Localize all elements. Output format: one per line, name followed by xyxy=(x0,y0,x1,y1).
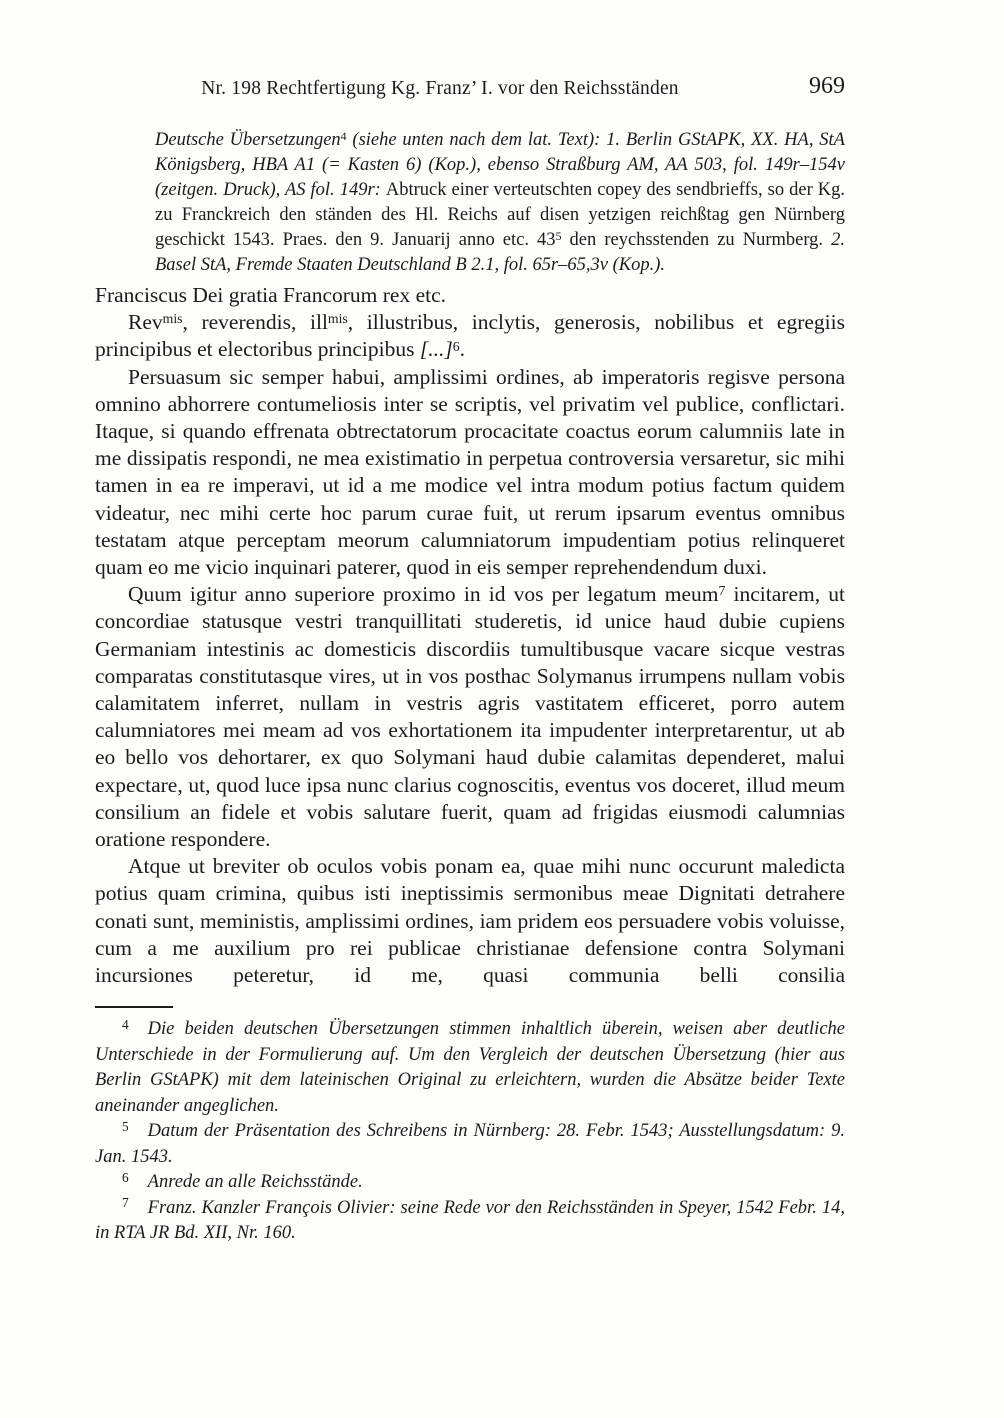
source-note xyxy=(155,128,845,278)
source-note-italic-run: (siehe unten nach dem lat. Text): 1. Berlin GStAPK, XX. HA, StA Königsberg, HBA A1 (= Kasten 6) (Kop.), ebenso Straßburg AM, AA 503, fol. 149r–154v (zeitgen. Druck), AS fol. 149r: xyxy=(155,130,845,200)
footnote-ref-7: 7 xyxy=(718,583,726,599)
footnote-4 xyxy=(95,1017,845,1119)
body-paragraph-1: Franciscus Dei gratia Francorum rex etc. xyxy=(95,283,447,307)
body-paragraph-4 xyxy=(95,581,845,853)
footnote-ref-5: 5 xyxy=(555,229,562,244)
editorial-ellipsis: [...] xyxy=(419,337,453,362)
footnote-7 xyxy=(95,1196,845,1247)
text-run: , illustribus, inclytis, generosis, nobilibus et egregiis principibus et electoribus principibus xyxy=(95,310,845,362)
superscript-mis: mis xyxy=(327,311,348,327)
page-number: 969 xyxy=(809,73,845,99)
text-run: . xyxy=(459,337,465,362)
text-run: Rev xyxy=(128,310,163,335)
running-head xyxy=(95,73,845,108)
body-paragraph-2 xyxy=(95,309,845,363)
footnote-5 xyxy=(95,1119,845,1170)
source-note-roman-run: Abtruck einer verteutschten copey des sendbrieffs, so der Kg. zu Franckreich den ständen des Hl. Reichs auf disen yetzigen reichßtag gen Nürnberg geschickt 1543. Praes. den 9. Januarij anno etc. 43 xyxy=(155,180,846,250)
footnote-number: 5 xyxy=(122,1118,129,1134)
footnote-ref-4: 4 xyxy=(340,129,347,144)
footnote-6 xyxy=(95,1170,845,1196)
source-note-italic-run: Deutsche Übersetzungen xyxy=(155,130,341,150)
footnote-text: Franz. Kanzler François Olivier: seine Rede vor den Reichsständen in Speyer, 1542 Febr. 14, in RTA JR Bd. XII, Nr. 160. xyxy=(95,1197,845,1244)
text-run: , reverendis, ill xyxy=(182,310,328,335)
source-note-roman-run: den reychsstenden zu Nurmberg. xyxy=(561,230,832,250)
text-run: incitarem, ut concordiae statusque vestri tranquillitati studeretis, id unice haud dubie cupiens Germaniam intestinis ac domesticis discordiis tumultibusque vacare sicque vestras comparatas constitutasque vires, ut in vos posthac Solymanus irrumpens nullam vobis calamitatem inferret, nullam in vestris agris vastitatem efficeret, porro autem calumniatores mei meam ad vos exhortationem ita impudenter interpretarentur, ut ab eo bello vos dehortarer, ex quo Solymani haud dubie calamitas dependeret, malui expectare, ut, quod luce ipsa nunc clarius cognoscitis, eventus vos doceret, illud meum consilium an fidele et vobis salutare fuerit, quam ad frigidas eiusmodi calumnias oratione respondere. xyxy=(95,582,845,852)
main-text xyxy=(95,282,845,989)
source-note-italic-run: 2. Basel StA, Fremde Staaten Deutschland B 2.1, fol. 65r–65,3v (Kop.). xyxy=(155,230,846,275)
body-paragraph-5: Atque ut breviter ob oculos vobis ponam ea, quae mihi nunc occurunt maledicta potius quam crimina, quibus isti ineptissimis sermonibus meae Dignitati detrahere conati sunt, meministis, amplissimi ordines, iam pridem eos persuadere vobis voluisse, cum a me auxilium pro rei publicae christianae defensione contra Solymani incursiones peteretur, id me, quasi communia belli consilia xyxy=(95,854,845,988)
footnote-ref-6: 6 xyxy=(452,338,460,354)
text-run: Quum igitur anno superiore proximo in id vos per legatum meum xyxy=(128,582,719,607)
footnote-number: 6 xyxy=(122,1169,129,1185)
footnote-text: Anrede an alle Reichsstände. xyxy=(147,1172,363,1193)
superscript-mis: mis xyxy=(162,311,183,327)
footnote-text: Datum der Präsentation des Schreibens in Nürnberg: 28. Febr. 1543; Ausstellungsdatum: 9. Jan. 1543. xyxy=(95,1121,845,1167)
footnotes-section xyxy=(95,1017,845,1247)
text-column xyxy=(95,73,846,1247)
body-paragraph-3: Persuasum sic semper habui, amplissimi ordines, ab imperatoris regisve persona omnino abhorrere contumeliosis inter se scriptis, vel privatim vel publice, conflictari. Itaque, si quando effrenata obtrectatorum procacitate coactus eorum calumniis late in me dissipatis respondi, ne mea existimatio in perpetua controversia versaretur, sic mihi tamen in ea re imperavi, ut id a me modice vel intra modum potius factum quidem videatur, nec mihi certe hoc parum curae fuit, ut rerum ipsarum eventus omnibus testatam atque perceptam meorum calumniatorum impudentiam potius relinqueret quam eo me vicio inquinari paterer, quod in eis semper reprehendendum duxi. xyxy=(95,364,845,580)
footnote-number: 4 xyxy=(122,1016,129,1032)
footnote-rule xyxy=(95,1006,173,1008)
footnote-text: Die beiden deutschen Übersetzungen stimmen inhaltlich überein, weisen aber deutliche Unterschiede in der Formulierung auf. Um den Vergleich der deutschen Übersetzung (hier aus Berlin GStAPK) mit dem lateinischen Original zu erleichtern, wurden die Absätze beider Texte aneinander angeglichen. xyxy=(95,1019,845,1116)
header-title: Nr. 198 Rechtfertigung Kg. Franz’ I. vor den Reichsständen xyxy=(201,78,679,99)
footnote-number: 7 xyxy=(122,1195,129,1211)
